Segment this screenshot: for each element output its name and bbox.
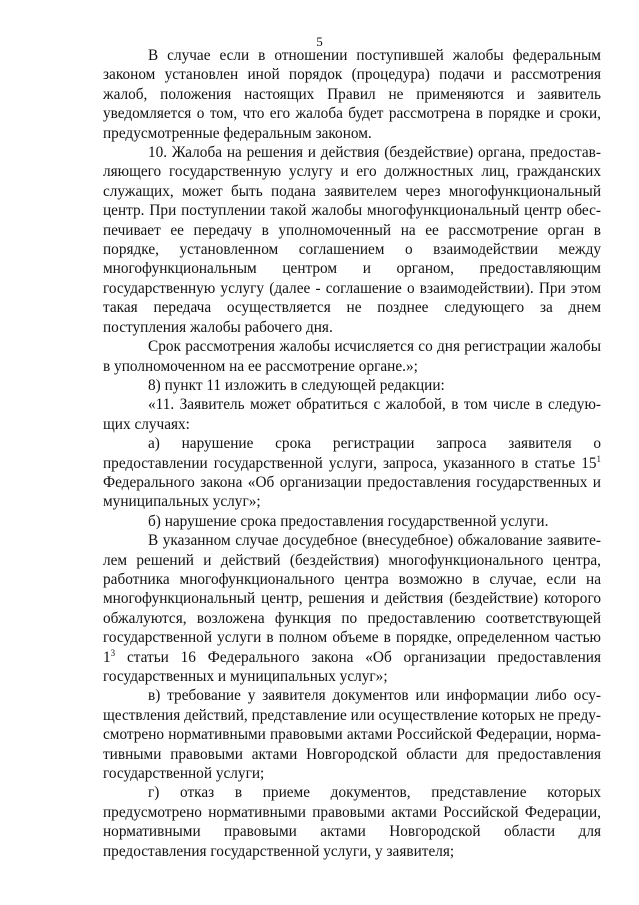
list-item-a-text-end: Федерального закона «Об организации предоставления государственных и муниципальных услуг»; <box>103 473 601 511</box>
paragraph-mfc-case-text-end: статьи 16 Федерального закона «Об организации предоставления государственных и муниципальных услуг»; <box>103 648 601 685</box>
paragraph-mfc-case <box>103 531 601 686</box>
document-body <box>103 46 601 861</box>
paragraph-item-10: 10. Жалоба на решения и действия (бездействие) органа, предоставляющего государственную услугу и его должностных лиц, гражданских служащих, может быть подана заявителем через многофункциональный центр. При поступлении такой жалобы многофункциональный центр обеспечивает ее передачу в уполномоченный на ее рассмотрение орган в порядке, установленном соглашением о взаимодействии между многофункциональным центром и органом, предоставляющим государственную услугу (далее - соглашение о взаимодействии). При этом такая передача осуществляется не позднее следующего за днем поступления жалобы рабочего дня. <box>103 144 601 336</box>
paragraph-item-11-intro: «11. Заявитель может обратиться с жалобой, в том числе в следующих случаях: <box>103 396 601 433</box>
paragraph-mfc-case-text: В указанном случае досудебное (внесудебное) обжалование заявителем решений и действий (бездействия) многофункционального центра, работника многофункционального центра возможно в случае, если на многофункциональный центр, решения и действия (бездействие) которого обжалуются, возложена функция по предоставлению соответствующей государственной услуги в полном объеме в порядке, определенном частью 1 <box>103 532 601 666</box>
list-item-a <box>103 434 601 512</box>
list-item-v: в) требование у заявителя документов или информации либо осуществления действий, представление или осуществление которых не предусмотрено нормативными правовыми актами Российской Федерации, нормативными правовыми актами Новгородской области для предоставления государственной услуги; <box>103 687 602 783</box>
paragraph-complaint-federal-law: В случае если в отношении поступившей жалобы федеральным законом установлен иной порядок (процедура) подачи и рассмотрения жалоб, положения настоящих Правил не применяются и заявитель уведомляется о том, что его жалоба будет рассмотрена в порядке и сроки, предусмотренные федеральным законом. <box>103 47 601 142</box>
page-number: 5 <box>316 34 323 49</box>
list-item-g: г) отказ в приеме документов, представление которых предусмотрено нормативными правовыми актами Российской Федерации, нормативными правовыми актами Новгородской области для предоставления государственной услуги, у заявителя; <box>103 784 601 860</box>
list-item-a-text: а) нарушение срока регистрации запроса заявителя о предоставлении государственной услуги, запроса, указанного в статье 15 <box>103 435 601 472</box>
paragraph-amendment-8: 8) пункт 11 изложить в следующей редакции: <box>148 376 445 394</box>
list-item-b: б) нарушение срока предоставления государственной услуги. <box>148 512 549 530</box>
superscript-15-1: 1 <box>596 453 601 464</box>
superscript-1-3: 3 <box>110 647 116 658</box>
paragraph-review-term: Срок рассмотрения жалобы исчисляется со дня регистрации жалобы в уполномоченном на ее рассмотрение органе.»; <box>103 338 601 375</box>
